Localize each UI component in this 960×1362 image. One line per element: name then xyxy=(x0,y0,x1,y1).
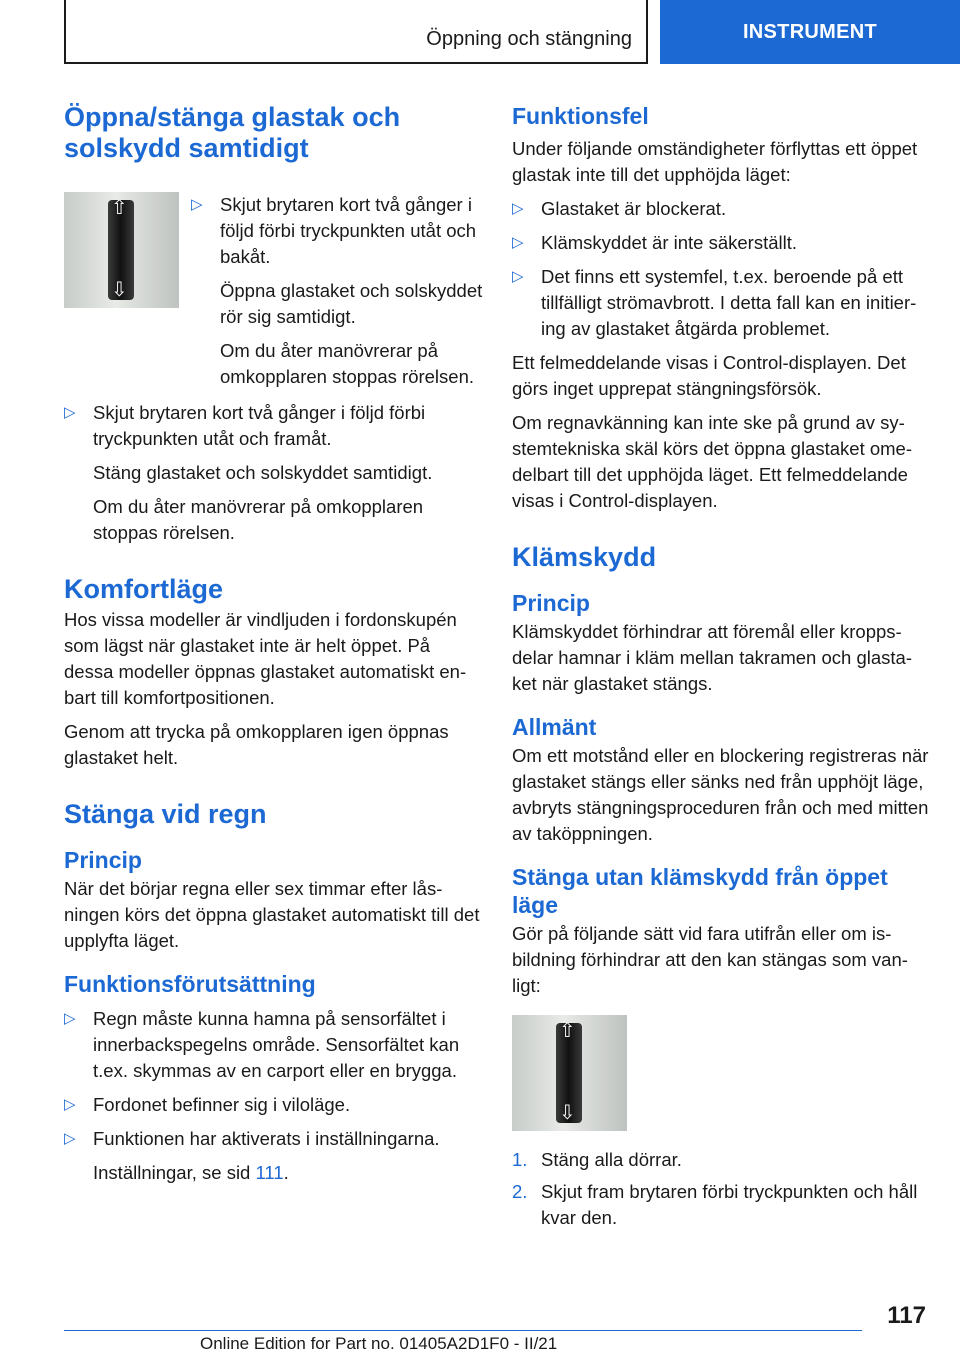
sub-paragraph: Om du åter manövrerar på omkopplaren stoppas rörelsen. xyxy=(93,496,424,543)
paragraph: Ett felmeddelande visas i Control-displayen. Det görs inget upprepat stängningsförsök. xyxy=(512,352,906,399)
right-column xyxy=(512,102,930,1231)
arrow-down-icon: ⇩ xyxy=(559,1102,576,1124)
sub-paragraph: Om du åter manövrerar på omkopplaren stoppas rörelsen. xyxy=(220,340,475,387)
list-item: ▷ Glastaket är blockerat. xyxy=(512,196,930,222)
heading-funktionsfel: Funktionsfel xyxy=(512,103,649,129)
heading-princip: Princip xyxy=(64,847,142,873)
triangle-bullet-icon: ▷ xyxy=(512,234,524,251)
triangle-bullet-icon: ▷ xyxy=(512,200,524,217)
list-item: ▷ Regn måste kunna hamna på sensorfältet i innerbackspegelns område. Sensorfältet kan t.ex. skymmas av en carport eller en brygga. xyxy=(64,1008,460,1081)
chapter-tab-label: INSTRUMENT xyxy=(742,20,878,43)
paragraph: När det börjar regna eller sex timmar efter låsningen körs det öppna glastaket automatiskt till det upplyfta läget. xyxy=(64,878,480,951)
heading-allmant: Allmänt xyxy=(512,714,597,740)
triangle-bullet-icon: ▷ xyxy=(64,1096,76,1113)
footer-edition: Online Edition for Part no. 01405A2D1F0 - II/21 xyxy=(200,1334,558,1353)
numbered-step: 2. Skjut fram brytaren förbi tryckpunkten och håll kvar den. xyxy=(512,1181,918,1228)
triangle-bullet-icon: ▷ xyxy=(64,1010,76,1027)
arrow-up-icon: ⇧ xyxy=(111,197,128,219)
page-reference-link[interactable]: 111 xyxy=(255,1162,284,1183)
list-item: ▷ Fordonet befinner sig i viloläge. xyxy=(64,1092,484,1118)
heading-klamskydd: Klämskydd xyxy=(512,542,657,572)
paragraph: Om regnavkänning kan inte ske på grund av systemtekniska skäl körs det öppna glastaket omedelbart till det upphöjda läget. Ett felmeddelande visas i Control-displayen. xyxy=(512,412,913,511)
arrow-down-icon: ⇩ xyxy=(111,279,128,301)
numbered-step: 1. Stäng alla dörrar. xyxy=(512,1147,930,1173)
sub-paragraph: Stäng glastaket och solskyddet samtidigt. xyxy=(93,462,433,483)
roof-switch-image xyxy=(512,1015,627,1131)
triangle-bullet-icon: ▷ xyxy=(191,196,203,213)
footer-divider xyxy=(64,1330,862,1331)
list-item: ▷ Det finns ett systemfel, t.ex. beroende på ett tillfälligt strömavbrott. I detta fall kan en initiering av glastaket åtgärda problemet. xyxy=(512,266,917,339)
triangle-bullet-icon: ▷ xyxy=(64,404,76,421)
triangle-bullet-icon: ▷ xyxy=(64,1130,76,1147)
list-item: ▷ Funktionen har aktiverats i inställningarna. xyxy=(64,1126,484,1152)
list-item: ▷ Klämskyddet är inte säkerställt. xyxy=(512,230,930,256)
paragraph: Om ett motstånd eller en blockering registreras när glastaket stängs eller sänks ned från upphöjt läge, avbryts stängningsproceduren från och med mitten av taköppningen. xyxy=(512,745,929,844)
arrow-up-icon: ⇧ xyxy=(559,1020,576,1042)
step-number: 1. xyxy=(512,1149,528,1170)
triangle-bullet-icon: ▷ xyxy=(512,268,524,285)
figure-with-instructions xyxy=(64,192,484,390)
heading-open-close-roof-sunshade: Öppna/stänga glastak och solskydd samtidigt xyxy=(64,102,401,163)
paragraph: Under följande omständigheter förflyttas ett öppet glastak inte till det upphöjda läget: xyxy=(512,138,918,185)
heading-funktionsforutsattning: Funktionsförutsättning xyxy=(64,971,316,997)
paragraph: Hos vissa modeller är vindljuden i fordonskupén som lägst när glastaket inte är helt öppet. På dessa modeller öppnas glastaket automatiskt enbart till komfortpositionen. xyxy=(64,609,467,708)
list-item: ▷ Skjut brytaren kort två gånger i följd förbi tryckpunkten utåt och framåt. xyxy=(64,402,426,449)
heading-komfortlage: Komfortläge xyxy=(64,574,224,604)
roof-switch-image xyxy=(64,192,179,308)
sub-paragraph: Öppna glastaket och solskyddet rör sig samtidigt. xyxy=(220,280,483,327)
chapter-tab[interactable] xyxy=(660,0,960,64)
section-title: Öppning och stängning xyxy=(426,28,632,50)
paragraph: Gör på följande sätt vid fara utifrån eller om isbildning förhindrar att den kan stängas som vanligt: xyxy=(512,923,908,996)
left-column xyxy=(64,102,484,1186)
page-number: 117 xyxy=(887,1302,926,1329)
heading-stanga-utan-klamskydd: Stänga utan klämskydd från öppet läge xyxy=(512,864,888,918)
heading-princip: Princip xyxy=(512,590,590,616)
paragraph: Genom att trycka på omkopplaren igen öppnas glastaket helt. xyxy=(64,721,449,768)
paragraph: Klämskyddet förhindrar att föremål eller kroppsdelar hamnar i kläm mellan takramen och glastaket när glastaket stängs. xyxy=(512,621,912,694)
list-item: ▷ Skjut brytaren kort två gånger i följd förbi tryckpunkten utåt och bakåt. xyxy=(191,194,477,267)
step-number: 2. xyxy=(512,1181,528,1202)
header-section-tab xyxy=(64,0,648,64)
heading-stanga-vid-regn: Stänga vid regn xyxy=(64,799,267,829)
settings-reference: Inställningar, se sid 111. xyxy=(93,1162,289,1183)
